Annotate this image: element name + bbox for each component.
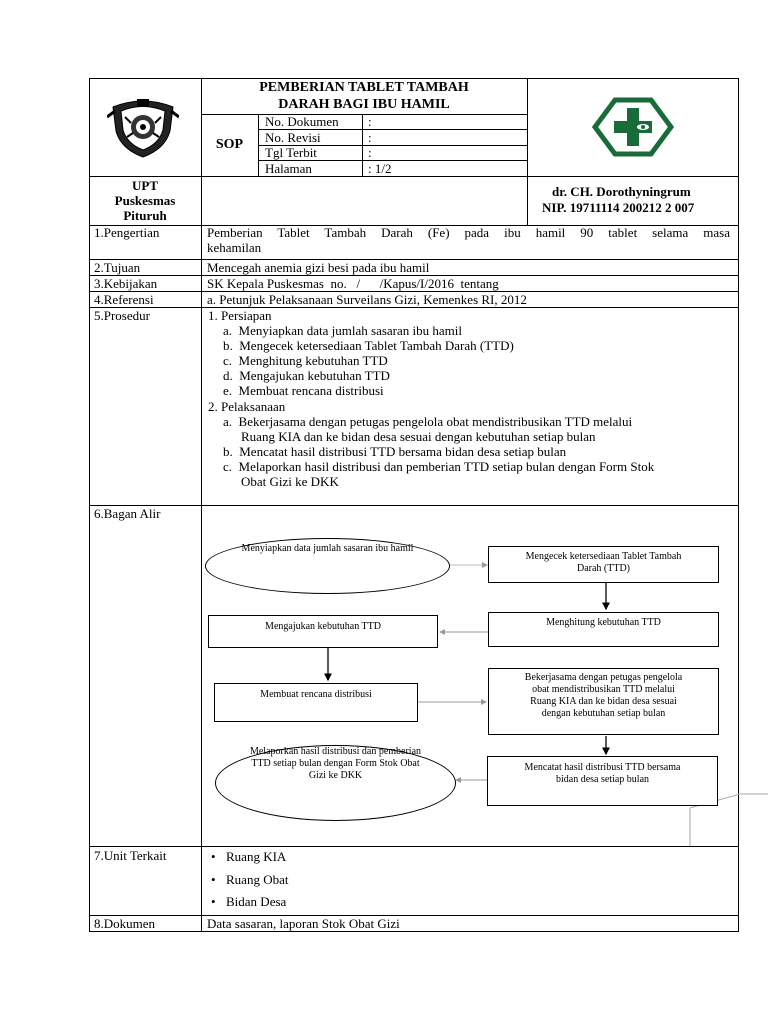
field-label-no-revisi: No. Revisi: [265, 130, 321, 145]
field-label-no-dokumen: No. Dokumen: [265, 114, 339, 129]
pelaksanaan-item-c-line1: c. Melaporkan hasil distribusi dan pemberian TTD setiap bulan dengan Form Stok: [223, 459, 655, 474]
field-label-halaman: Halaman: [265, 161, 312, 176]
flow-step-8-text-line3: Gizi ke DKK: [308, 770, 363, 781]
flow-step-1-ellipse: [205, 538, 450, 594]
flow-step-5-text: Membuat rencana distribusi: [260, 689, 372, 700]
pengertian-label: 1.Pengertian: [94, 225, 160, 240]
flow-step-8-text-line2: TTD setiap bulan dengan Form Stok Obat: [251, 758, 420, 769]
dokumen-label: 8.Dokumen: [94, 916, 156, 931]
unit-terkait-label: 7.Unit Terkait: [94, 848, 167, 863]
flow-step-4-text: Mengajukan kebutuhan TTD: [265, 621, 381, 632]
flow-step-8-ellipse: [215, 745, 456, 821]
pengertian-text-line1: Pemberian Tablet Tambah Darah (Fe) pada ibu hamil 90 tablet selama masa: [207, 225, 730, 240]
flow-step-5-box: [214, 683, 418, 722]
unit-bullet-icon: •: [211, 872, 216, 887]
pengertian-text-line2: kehamilan: [207, 240, 262, 255]
referensi-label: 4.Referensi: [94, 292, 154, 307]
flow-step-7-text-line1: Mencatat hasil distribusi TTD bersama: [524, 762, 681, 773]
sop-title-line2: DARAH BAGI IBU HAMIL: [278, 97, 450, 112]
field-value-no-dokumen: :: [368, 114, 372, 129]
unit-bullet-icon: •: [211, 894, 216, 909]
unit-item: Ruang Obat: [226, 872, 289, 887]
kebijakan-text: SK Kepala Puskesmas no. / /Kapus/I/2016 tentang: [207, 276, 499, 291]
field-label-tgl-terbit: Tgl Terbit: [265, 145, 317, 160]
org-line3: Pituruh: [123, 208, 167, 223]
persiapan-item: a. Menyiapkan data jumlah sasaran ibu hamil: [223, 323, 462, 338]
org-line2: Puskesmas: [114, 193, 176, 208]
pelaksanaan-item-b: b. Mencatat hasil distribusi TTD bersama bidan desa setiap bulan: [223, 444, 567, 459]
flow-step-3-text: Menghitung kebutuhan TTD: [546, 617, 661, 628]
flow-step-3-box: [488, 612, 719, 647]
flow-step-7-text-line2: bidan desa setiap bulan: [555, 774, 650, 785]
bagan-alir-label: 6.Bagan Alir: [94, 506, 161, 521]
kebijakan-label: 3.Kebijakan: [94, 276, 158, 291]
flow-step-2-text-line1: Mengecek ketersediaan Tablet Tambah: [525, 551, 682, 562]
prosedur-label: 5.Prosedur: [94, 308, 150, 323]
sop-label: SOP: [215, 137, 244, 152]
signer-nip: NIP. 19711114 200212 2 007: [542, 200, 695, 215]
unit-item: Ruang KIA: [226, 849, 287, 864]
flow-step-8-text-line1: Melaporkan hasil distribusi dan pemberian: [249, 746, 422, 757]
signer-name: dr. CH. Dorothyningrum: [552, 184, 691, 199]
flow-step-6-text-line2: obat mendistribusikan TTD melalui: [532, 684, 675, 695]
pelaksanaan-item-c-line2: Obat Gizi ke DKK: [241, 474, 339, 489]
field-value-halaman: : 1/2: [368, 161, 392, 176]
flow-step-6-text-line4: dengan kebutuhan setiap bulan: [541, 708, 666, 719]
persiapan-item: b. Mengecek ketersediaan Tablet Tambah Darah (TTD): [223, 338, 514, 353]
flow-step-6-text-line1: Bekerjasama dengan petugas pengelola: [524, 672, 683, 683]
pelaksanaan-title: 2. Pelaksanaan: [208, 399, 286, 414]
field-value-no-revisi: :: [368, 130, 372, 145]
flow-step-6-box: [488, 668, 719, 735]
persiapan-item: d. Mengajukan kebutuhan TTD: [223, 368, 390, 383]
flow-step-7-box: [487, 756, 718, 806]
dokumen-text: Data sasaran, laporan Stok Obat Gizi: [207, 916, 400, 931]
referensi-text: a. Petunjuk Pelaksanaan Surveilans Gizi, Kemenkes RI, 2012: [207, 292, 527, 307]
tujuan-text: Mencegah anemia gizi besi pada ibu hamil: [207, 260, 430, 275]
flow-step-4-box: [208, 615, 438, 648]
pelaksanaan-item-a-line2: Ruang KIA dan ke bidan desa sesuai dengan kebutuhan setiap bulan: [241, 429, 596, 444]
persiapan-item: e. Membuat rencana distribusi: [223, 383, 384, 398]
persiapan-title: 1. Persiapan: [208, 308, 272, 323]
org-line1: UPT: [132, 178, 158, 193]
flow-step-6-text-line3: Ruang KIA dan ke bidan desa sesuai: [530, 696, 677, 707]
unit-item: Bidan Desa: [226, 894, 287, 909]
pelaksanaan-item-a-line1: a. Bekerjasama dengan petugas pengelola obat mendistribusikan TTD melalui: [223, 414, 633, 429]
sop-title-line1: PEMBERIAN TABLET TAMBAH: [259, 80, 469, 95]
flow-step-2-box: [488, 546, 719, 583]
flow-step-1-text: Menyiapkan data jumlah sasaran ibu hamil: [241, 543, 414, 554]
field-value-tgl-terbit: :: [368, 145, 372, 160]
unit-bullet-icon: •: [211, 849, 216, 864]
persiapan-item: c. Menghitung kebutuhan TTD: [223, 353, 388, 368]
tujuan-label: 2.Tujuan: [94, 260, 141, 275]
flow-step-2-text-line2: Darah (TTD): [576, 563, 631, 574]
